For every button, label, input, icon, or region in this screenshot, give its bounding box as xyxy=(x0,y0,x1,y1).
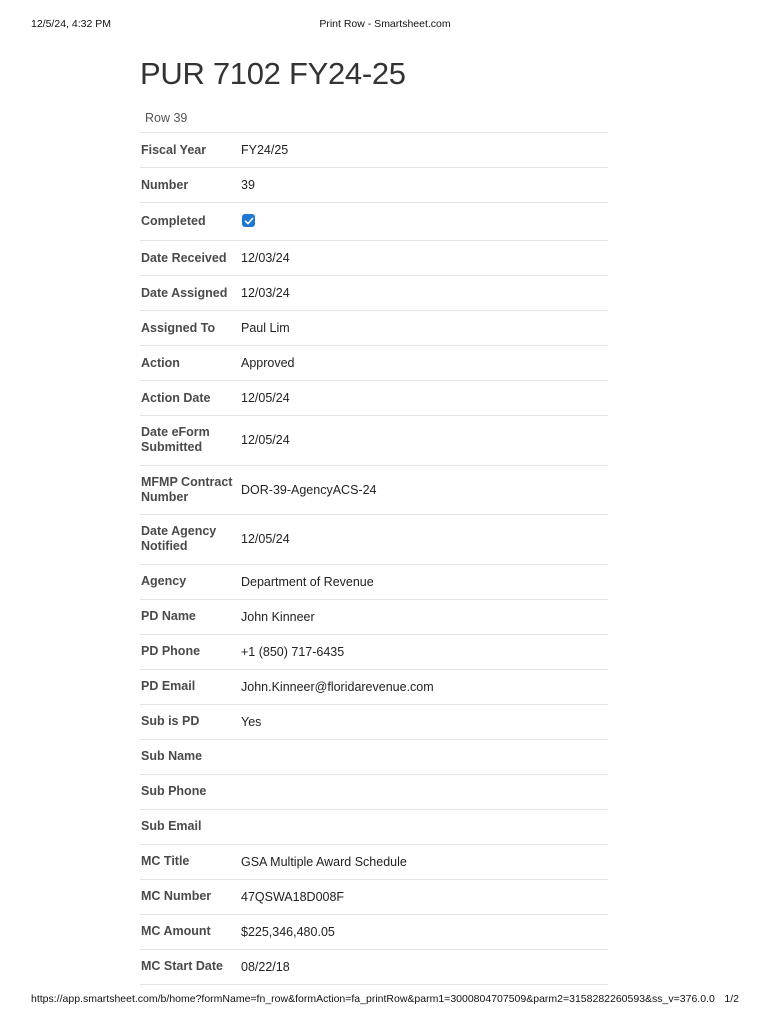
field-row-sub-email xyxy=(140,810,608,845)
field-label: Completed xyxy=(141,214,206,228)
field-label: PD Email xyxy=(141,679,196,693)
print-url: https://app.smartsheet.com/b/home?formName=fn_row&formAction=fa_printRow&parm1=3000804707509&parm2=3158282260593&ss_v=376.0.0 xyxy=(31,993,715,1005)
field-value: GSA Multiple Award Schedule xyxy=(241,854,407,869)
field-value: +1 (850) 717-6435 xyxy=(241,644,345,659)
field-row-date-agency-notified xyxy=(140,515,608,565)
field-label: Date Received xyxy=(141,250,227,265)
field-label: PD Phone xyxy=(141,644,201,658)
field-label: MC Number xyxy=(141,889,212,903)
field-label: Date eForm Submitted xyxy=(141,425,210,455)
completed-checkbox[interactable] xyxy=(242,214,255,227)
field-row-sub-name xyxy=(140,740,608,775)
field-row-date-assigned xyxy=(140,276,608,311)
field-value: Approved xyxy=(241,356,295,370)
field-label: Action xyxy=(141,355,180,370)
field-value: John Kinneer xyxy=(241,609,315,624)
field-list xyxy=(140,132,608,985)
field-value: 39 xyxy=(241,178,255,192)
field-value: Paul Lim xyxy=(241,321,290,335)
sheet-title: PUR 7102 FY24-25 xyxy=(140,56,406,91)
print-datetime: 12/5/24, 4:32 PM xyxy=(31,18,111,30)
field-row-mc-number xyxy=(140,880,608,915)
field-row-pd-email xyxy=(140,670,608,705)
field-row-number xyxy=(140,168,608,203)
field-value: 12/03/24 xyxy=(241,251,290,265)
field-label: Sub Phone xyxy=(141,784,207,798)
field-label: MC Start Date xyxy=(141,959,223,973)
field-value: John.Kinneer@floridarevenue.com xyxy=(241,679,434,694)
field-row-sub-phone xyxy=(140,775,608,810)
field-row-mc-start-date xyxy=(140,950,608,985)
field-value: FY24/25 xyxy=(241,143,289,157)
field-row-pd-phone xyxy=(140,635,608,670)
field-value: 12/05/24 xyxy=(241,391,290,405)
field-value xyxy=(241,214,255,229)
checkmark-icon xyxy=(244,216,254,226)
page-number: 1/2 xyxy=(724,993,739,1005)
field-value: 12/05/24 xyxy=(241,433,290,448)
field-label: Sub is PD xyxy=(141,714,200,728)
print-header xyxy=(31,18,739,32)
field-label: Date Assigned xyxy=(141,285,228,300)
field-row-date-eform-submitted xyxy=(140,416,608,466)
field-value: Yes xyxy=(241,714,262,729)
field-value: Department of Revenue xyxy=(241,574,374,589)
field-row-fiscal-year xyxy=(140,133,608,168)
field-label: Sub Email xyxy=(141,819,202,833)
field-value: DOR-39-AgencyACS-24 xyxy=(241,482,377,497)
field-row-agency xyxy=(140,565,608,600)
field-row-mfmp-contract-number xyxy=(140,466,608,516)
field-row-date-received xyxy=(140,241,608,276)
field-row-pd-name xyxy=(140,600,608,635)
field-row-assigned-to xyxy=(140,311,608,346)
field-label: Action Date xyxy=(141,390,211,405)
print-page-title: Print Row - Smartsheet.com xyxy=(319,18,451,30)
row-content xyxy=(140,52,608,985)
field-row-sub-is-pd xyxy=(140,705,608,740)
field-label: Assigned To xyxy=(141,320,216,335)
print-footer xyxy=(31,993,739,1007)
field-label: Sub Name xyxy=(141,749,203,763)
field-label: MFMP Contract Number xyxy=(141,474,233,504)
field-row-completed xyxy=(140,203,608,241)
row-number-label: Row 39 xyxy=(145,111,188,125)
field-row-action-date xyxy=(140,381,608,416)
field-row-mc-amount xyxy=(140,915,608,950)
field-label: Agency xyxy=(141,574,187,588)
field-value: 08/22/18 xyxy=(241,959,290,974)
field-row-action xyxy=(140,346,608,381)
field-value: 12/03/24 xyxy=(241,286,290,300)
field-label: Fiscal Year xyxy=(141,142,207,157)
field-row-mc-title xyxy=(140,845,608,880)
field-label: Number xyxy=(141,177,189,192)
field-label: MC Amount xyxy=(141,924,211,938)
field-label: MC Title xyxy=(141,854,190,868)
field-label: Date Agency Notified xyxy=(141,524,217,554)
field-value: $225,346,480.05 xyxy=(241,924,335,939)
field-label: PD Name xyxy=(141,609,196,623)
field-value: 12/05/24 xyxy=(241,532,290,547)
field-value: 47QSWA18D008F xyxy=(241,889,345,904)
